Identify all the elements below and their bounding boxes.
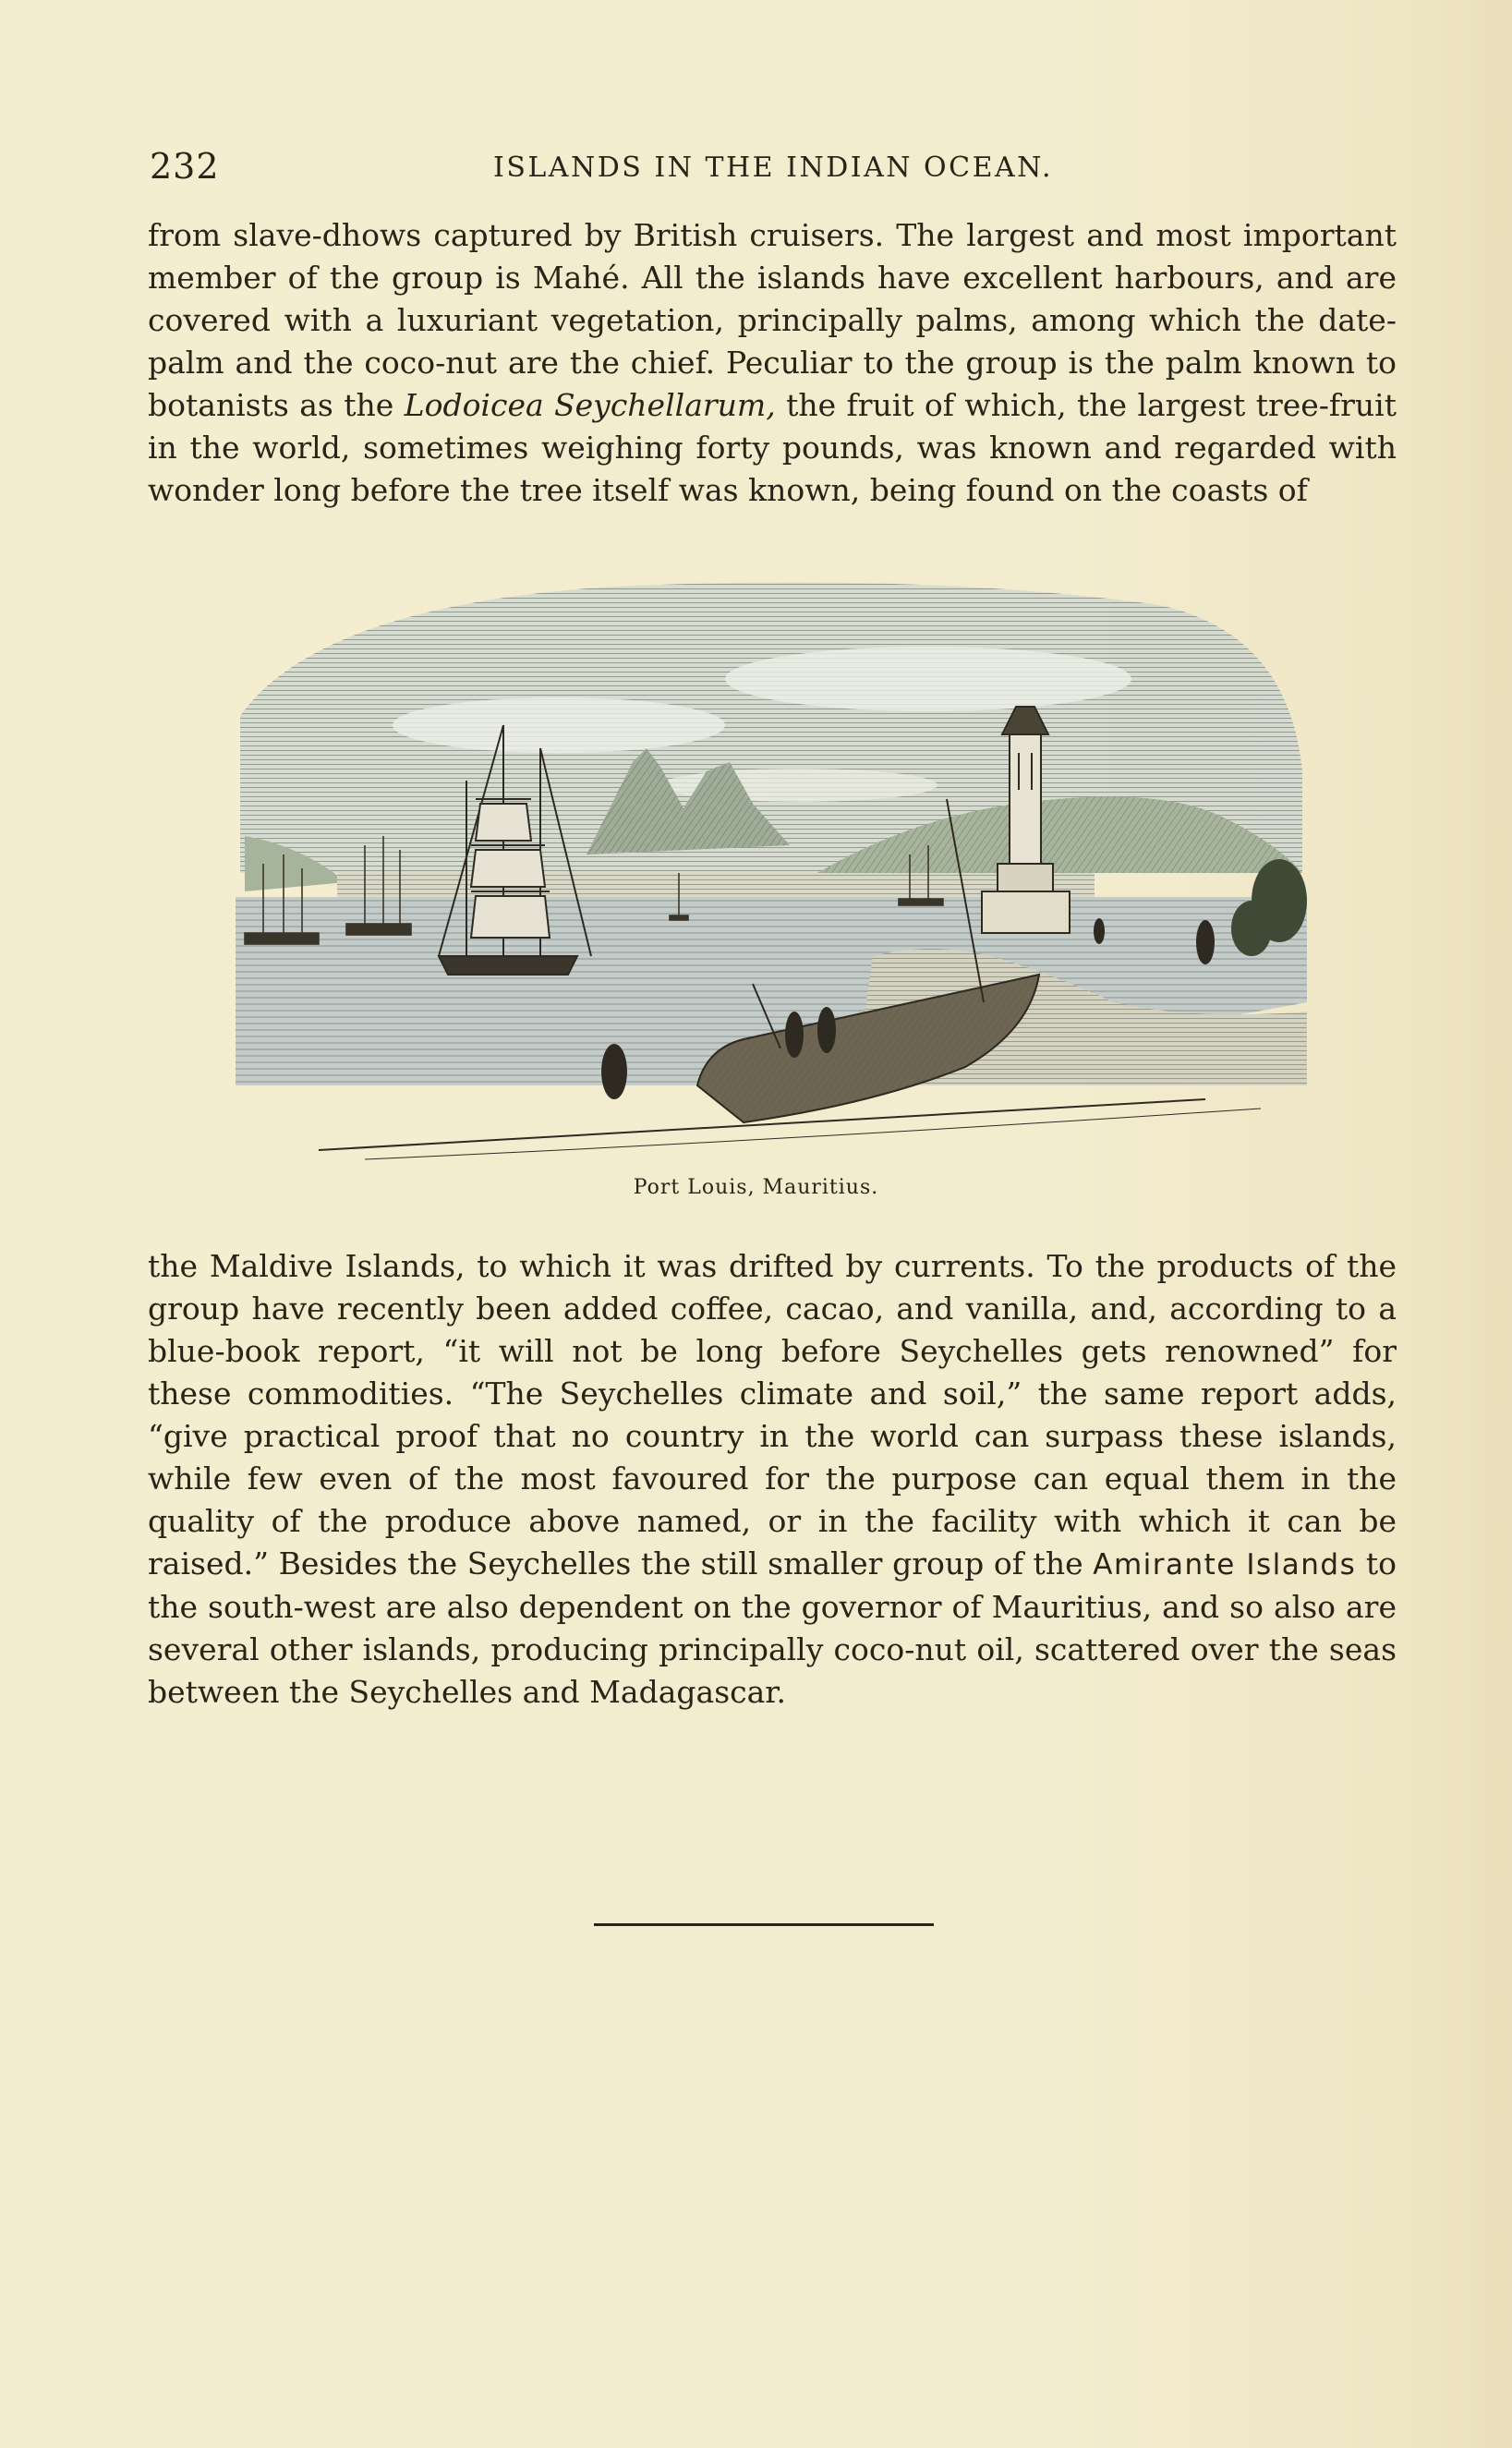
paragraph-1-text-b: the fruit of which, the largest tree-fruit in the world, sometimes weighing forty pounds, was known and regarded with wonder long before the tree itself was known, being found on the coasts of bbox=[148, 387, 1397, 508]
amirante-islands-emphasis: Amirante Islands bbox=[1093, 1548, 1357, 1582]
running-title: ISLANDS IN THE INDIAN OCEAN. bbox=[492, 151, 1054, 184]
port-louis-engraving bbox=[226, 568, 1316, 1169]
paragraph-2-text-b: to the south-west are also dependent on the governor of Mauritius, and so also are several other islands, producing principally coco-nut oil, scattered over the seas between the Seychelles and Madagascar. bbox=[148, 1545, 1397, 1710]
paragraph-1-text-a: from slave-dhows captured by British cruisers. The largest and most important member of the group is Mahé. All the islands have excellent harbours, and are covered with a luxuriant vegetation, principally palms, among which the date-palm and the coco-nut are the chief. Peculiar to the group is the palm known to botanists as the bbox=[148, 217, 1397, 423]
page-header bbox=[150, 146, 1397, 192]
page-number: 232 bbox=[150, 146, 220, 187]
species-name-italic: Lodoicea Seychellarum, bbox=[404, 387, 776, 423]
figure-caption: Port Louis, Mauritius. bbox=[633, 1176, 879, 1199]
end-rule bbox=[594, 1923, 934, 1926]
paragraph-1 bbox=[148, 214, 1397, 512]
paragraph-2 bbox=[148, 1245, 1397, 1714]
paragraph-2-text-a: the Maldive Islands, to which it was drifted by currents. To the products of the group have recently been added coffee, cacao, and vanilla, and, according to a blue-book report, “it will not be long before Seychelles gets renowned” for these commodities. “The Seychelles climate and soil,” the same report adds, “give practical proof that no country in the world can surpass these islands, while few even of the most favoured for the purpose can equal them in the quality of the produce above named, or in the facility with which it can be raised.” Besides the Seychelles the still smaller group of the bbox=[148, 1248, 1397, 1582]
